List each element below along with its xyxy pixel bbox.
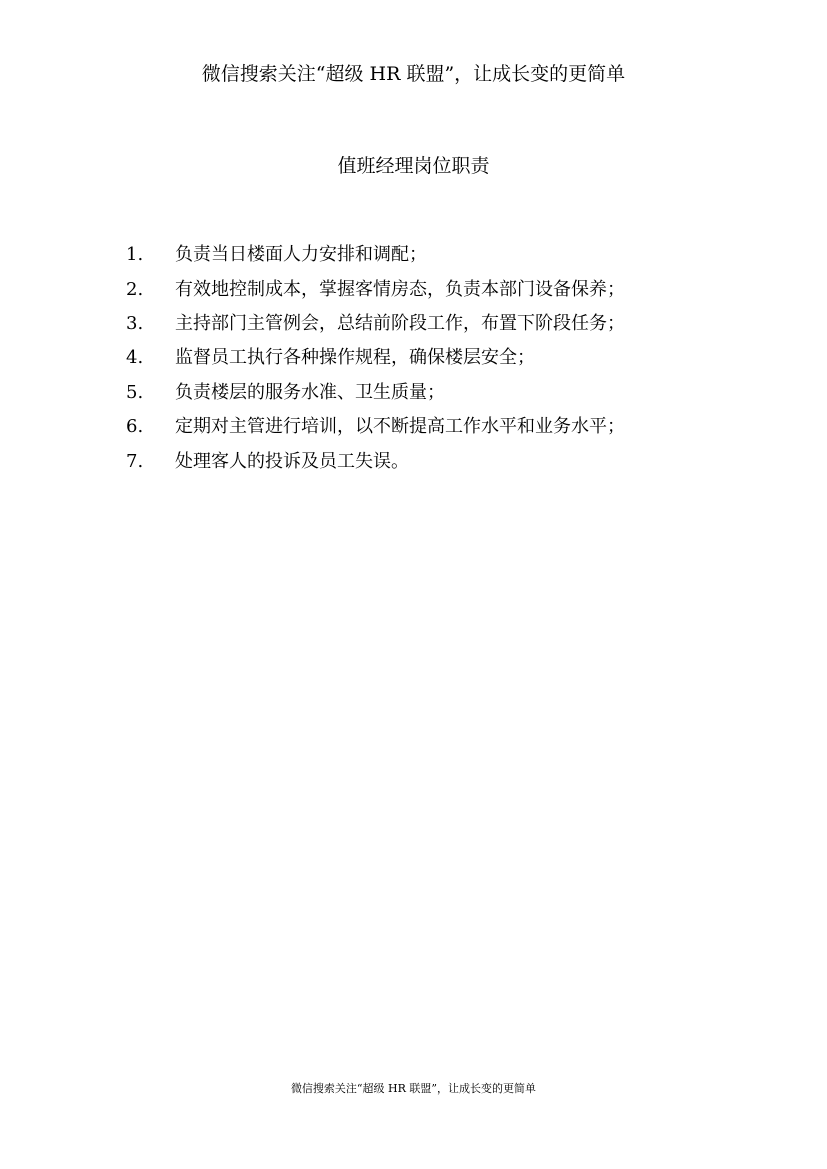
duty-item — [126, 444, 806, 478]
duty-item — [126, 410, 806, 444]
duty-number: 2. — [126, 278, 144, 300]
duty-text: 负责楼层的服务水准、卫生质量； — [175, 381, 445, 403]
duty-item — [126, 307, 806, 341]
duty-text: 处理客人的投诉及员工失误。 — [175, 450, 409, 472]
duty-number: 1. — [126, 244, 144, 266]
duty-text: 负责当日楼面人力安排和调配； — [175, 244, 427, 266]
document-title: 值班经理岗位职责 — [337, 155, 490, 177]
duty-text: 监督员工执行各种操作规程，确保楼层安全； — [175, 347, 535, 369]
page-footer: 微信搜索关注“超级 HR 联盟”，让成长变的更简单 — [290, 1082, 537, 1095]
duty-item — [126, 341, 806, 375]
duty-text: 主持部门主管例会，总结前阶段工作，布置下阶段任务； — [175, 312, 625, 334]
duty-number: 3. — [126, 312, 144, 334]
duty-item — [126, 272, 806, 306]
duty-text: 定期对主管进行培训，以不断提高工作水平和业务水平； — [175, 416, 625, 438]
duty-number: 4. — [126, 347, 144, 369]
duty-number: 7. — [126, 450, 144, 472]
duty-item — [126, 376, 806, 410]
duty-text: 有效地控制成本，掌握客情房态，负责本部门设备保养； — [175, 278, 625, 300]
duties-list — [126, 238, 806, 479]
duty-number: 5. — [126, 381, 144, 403]
page-header: 微信搜索关注“超级 HR 联盟”，让成长变的更简单 — [201, 63, 626, 85]
duty-number: 6. — [126, 416, 144, 438]
duty-item — [126, 238, 806, 272]
